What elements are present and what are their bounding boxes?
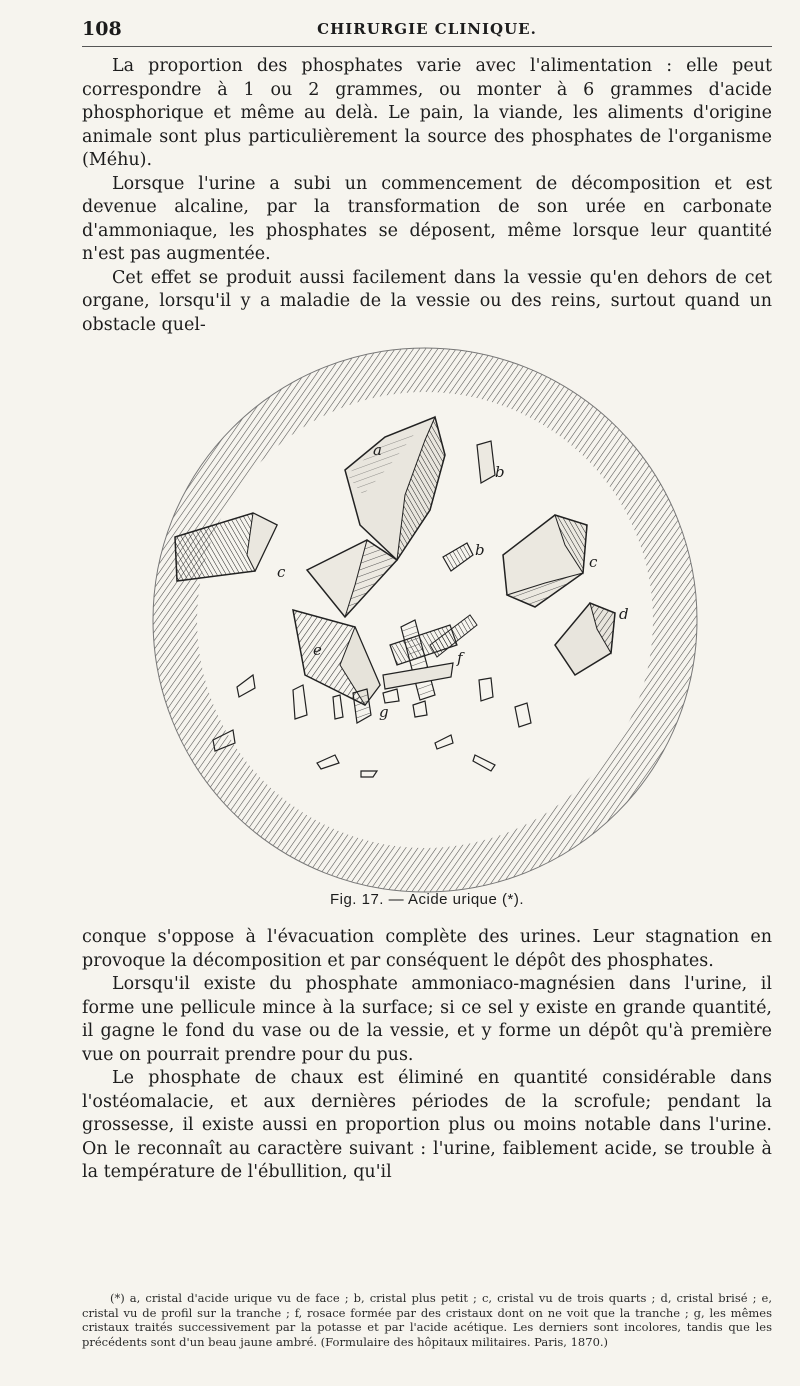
page-header [82, 18, 772, 44]
label-d: d [619, 605, 629, 623]
paragraph: Cet effet se produit aussi facilement dans la vessie qu'en dehors de cet organe, lorsqu'il y a maladie de la vessie ou des reins, surtout quand un obstacle quel- [82, 267, 772, 335]
body-text-top [82, 55, 772, 337]
body-text-bottom [82, 926, 772, 1185]
label-c-right: c [589, 553, 598, 571]
label-f: f [457, 649, 463, 667]
label-a: a [373, 441, 382, 459]
paragraph: Lorsque l'urine a subi un commencement de décomposition et est devenue alcaline, par la transformation de son urée en carbonate d'ammoniaque, les phosphates se déposent, même lorsque leur quantité n'est pas augmentée. [82, 173, 772, 264]
page-number: 108 [82, 18, 122, 40]
paragraph: Lorsqu'il existe du phosphate ammoniaco-magnésien dans l'urine, il forme une pellicule mince à la surface; si ce sel y existe en grande quantité, il gagne le fond du vase ou de la vessie, et y forme un dépôt qu'à première vue on pourrait prendre pour du pus. [82, 974, 772, 1065]
label-c-left: c [277, 563, 286, 581]
paragraph: La proportion des phosphates varie avec l'alimentation : elle peut correspondre à 1 ou 2 grammes, ou monter à 6 grammes d'acide phosphorique et même au delà. Le pain, la viande, les aliments d'origine animale sont plus particulièrement la source des phosphates de l'organisme (Méhu). [82, 56, 772, 170]
footnote-text: (*) a, cristal d'acide urique vu de face ; b, cristal plus petit ; c, cristal vu de trois quarts ; d, cristal brisé ; e, cristal vu de profil sur la tranche ; f, rosace formée par des cristaux dont on ne voit que la tranche ; g, les mêmes cristaux traités successivement par la potasse et par l'acide acétique. Les derniers sont incolores, tandis que les précédents sont d'un beau jaune ambré. (Formulaire des hôpitaux militaires. Paris, 1870.) [82, 1291, 772, 1349]
label-g: g [379, 703, 389, 721]
label-b-top: b [495, 463, 505, 481]
paragraph: conque s'oppose à l'évacuation complète des urines. Leur stagnation en provoque la décomposition et par conséquent le dépôt des phosphates. [82, 927, 772, 971]
running-title: CHIRURGIE CLINIQUE. [317, 20, 537, 38]
header-rule [82, 46, 772, 47]
uric-acid-figure [135, 345, 725, 905]
figure-caption: Fig. 17. — Acide urique (*). [329, 891, 525, 908]
uric-acid-illustration [135, 345, 725, 905]
label-b-mid: b [475, 541, 485, 559]
footnote [82, 1291, 772, 1349]
paragraph: Le phosphate de chaux est éliminé en quantité considérable dans l'ostéomalacie, et aux dernières périodes de la scrofule; pendant la grossesse, il existe aussi en proportion plus ou moins notable dans l'urine. On le reconnaît au caractère suivant : l'urine, faiblement acide, se trouble à la température de l'ébullition, qu'il [82, 1068, 772, 1182]
label-e: e [313, 641, 322, 659]
